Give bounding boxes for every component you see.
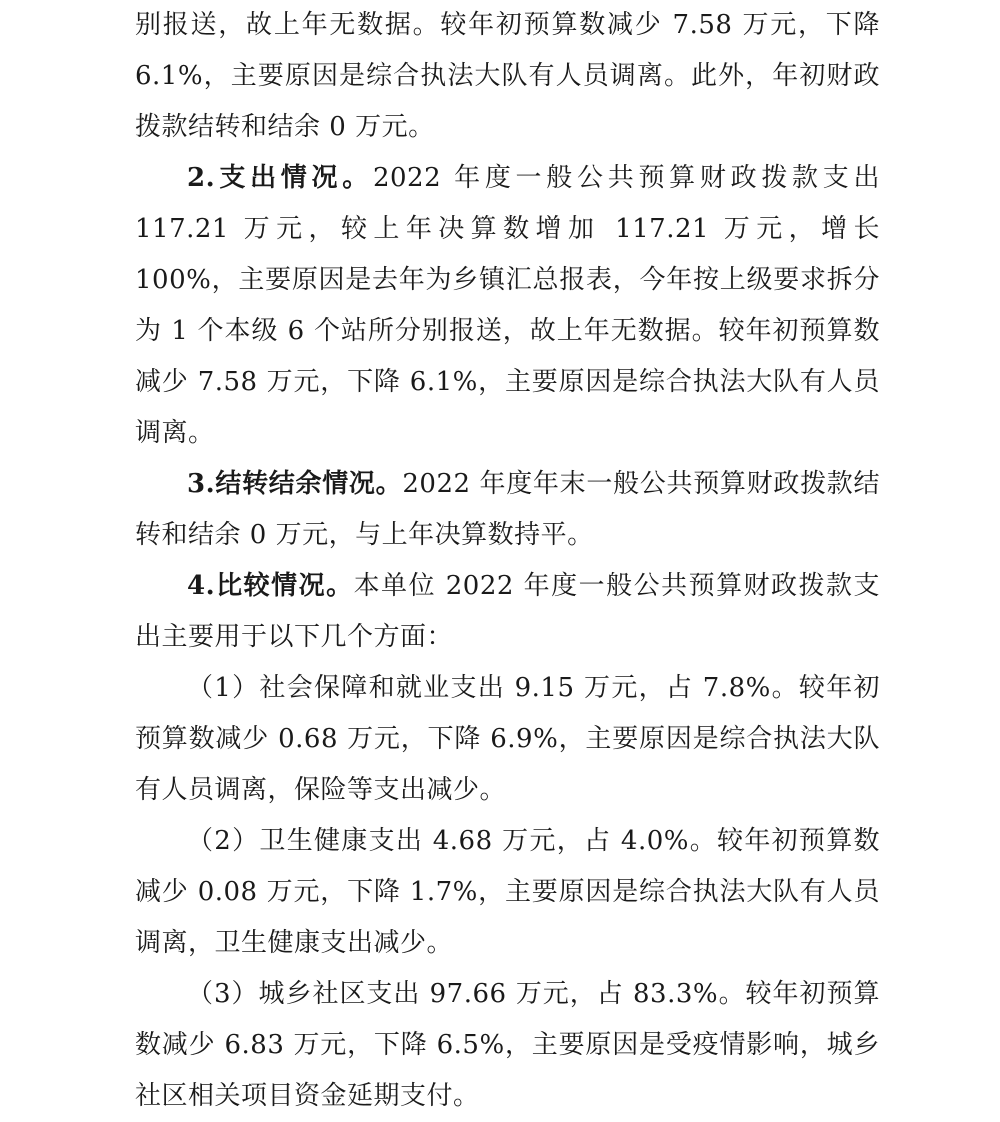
paragraph-text: （1）社会保障和就业支出 9.15 万元，占 7.8%。较年初预算数减少 0.68 万元，下降 6.9%，主要原因是综合执法大队有人员调离，保险等支出减少。 [135, 673, 880, 805]
paragraph-text: 别报送，故上年无数据。较年初预算数减少 7.58 万元，下降 6.1%，主要原因是综合执法大队有人员调离。此外，年初财政拨款结转和结余 0 万元。 [135, 10, 880, 142]
paragraph-text: 本单位 2022 年度一般公共预算财政拨款支出主要用于以下几个方面： [135, 571, 880, 652]
paragraph-text: （2）卫生健康支出 4.68 万元，占 4.0%。较年初预算数减少 0.08 万元，下降 1.7%，主要原因是综合执法大队有人员调离，卫生健康支出减少。 [135, 826, 880, 958]
paragraph-text: （3）城乡社区支出 97.66 万元，占 83.3%。较年初预算数减少 6.83 万元，下降 6.5%，主要原因是受疫情影响，城乡社区相关项目资金延期支付。 [135, 979, 880, 1111]
section-heading-expenditure: 2.支出情况。 [187, 163, 373, 193]
paragraph-expenditure [135, 153, 880, 459]
paragraph-comparison [135, 561, 880, 663]
document-body [135, 0, 880, 1122]
section-heading-comparison: 4.比较情况。 [187, 571, 354, 601]
paragraph-carryover-balance [135, 459, 880, 561]
section-heading-carryover: 3.结转结余情况。 [187, 469, 403, 499]
paragraph-budget-carryover [135, 0, 880, 153]
paragraph-urban-rural [135, 969, 880, 1122]
paragraph-social-security [135, 663, 880, 816]
paragraph-health [135, 816, 880, 969]
paragraph-text: 2022 年度一般公共预算财政拨款支出 117.21 万元，较上年决算数增加 117.21 万元，增长 100%，主要原因是去年为乡镇汇总报表，今年按上级要求拆分为 1 个本级 6 个站所分别报送，故上年无数据。较年初预算数减少 7.58 万元，下降 6.1%，主要原因是综合执法大队有人员调离。 [135, 163, 880, 448]
paragraph-text: 2022 年度年末一般公共预算财政拨款结转和结余 0 万元，与上年决算数持平。 [135, 469, 880, 550]
